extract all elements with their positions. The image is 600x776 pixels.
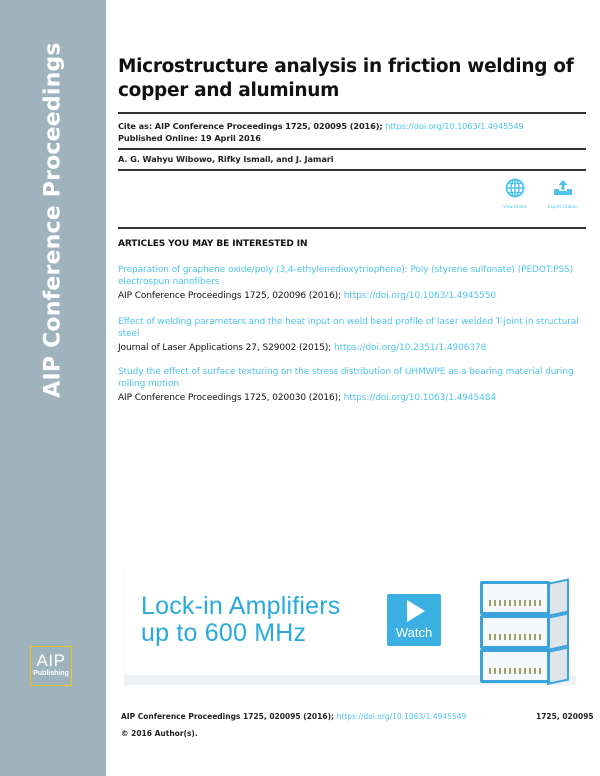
related-article (118, 264, 586, 302)
watch-label: Watch (395, 625, 433, 640)
divider (118, 112, 586, 114)
advertisement-banner[interactable] (124, 567, 576, 685)
device-side (547, 578, 569, 617)
related-article-title-link[interactable]: Study the effect of surface texturing on the stress distribution of UHMWPE as a bearing material during rolling motion (118, 367, 574, 389)
related-articles-heading: ARTICLES YOU MAY BE INTERESTED IN (118, 239, 308, 249)
related-article-title-link[interactable]: Effect of welding parameters and the heat input on weld bead profile of laser welded T-joint in structural steel (118, 317, 579, 339)
related-article-title-link[interactable]: Preparation of graphene oxide/poly (3,4-ethylenedioxytriophene): Poly (styrene sulfonate) (PEDOT:PSS) electrospun nanofibers (118, 265, 574, 287)
export-icon (552, 178, 574, 198)
divider (118, 169, 586, 171)
related-article (118, 316, 586, 354)
page-reference: 1725, 020095 (536, 712, 594, 721)
device-unit (480, 615, 550, 649)
ad-headline-line2: up to 600 MHz (141, 619, 307, 647)
amplifier-image (480, 575, 575, 685)
related-article-citation (118, 392, 586, 404)
device-unit (480, 581, 550, 615)
footer-citation (121, 712, 466, 721)
export-citation-button[interactable] (543, 178, 583, 209)
related-article-doi-link[interactable]: https://doi.org/10.2351/1.4906378 (333, 343, 487, 353)
cite-label: Cite as: AIP Conference Proceedings 1725, 020095 (2016); (118, 121, 386, 131)
journal-title: AIP Conference Proceedings (40, 42, 66, 398)
cite-doi-link[interactable]: https://doi.org/10.1063/1.4945549 (385, 121, 524, 131)
view-online-label: View Online (503, 204, 527, 209)
device-side (547, 646, 569, 685)
copyright: © 2016 Author(s). (121, 729, 198, 738)
play-icon (407, 600, 425, 622)
ad-headline-line1: Lock-in Amplifiers (141, 592, 341, 620)
citation-text: AIP Conference Proceedings 1725, 020096 (2016); (118, 291, 344, 301)
published-date: Published Online: 19 April 2016 (118, 133, 261, 143)
cite-line (118, 121, 524, 132)
divider (118, 227, 586, 229)
related-article-citation (118, 290, 586, 302)
related-article-doi-link[interactable]: https://doi.org/10.1063/1.4945550 (343, 291, 496, 301)
footer-doi-link[interactable]: https://doi.org/10.1063/1.4945549 (336, 712, 467, 721)
journal-sidebar (0, 0, 106, 776)
device-side (547, 612, 569, 651)
related-article-doi-link[interactable]: https://doi.org/10.1063/1.4945484 (343, 393, 496, 403)
aip-publishing-logo[interactable] (30, 646, 72, 686)
aip-logo-text: AIP (36, 651, 66, 670)
citation-text: AIP Conference Proceedings 1725, 020030 (2016); (118, 393, 344, 403)
ad-headline (141, 593, 341, 647)
divider (118, 148, 586, 150)
citation-text: Journal of Laser Applications 27, S29002 (2015); (118, 343, 334, 353)
watch-button[interactable] (387, 594, 441, 646)
related-article (118, 366, 586, 404)
export-citation-label: Export Citation (548, 204, 578, 209)
globe-icon (505, 178, 525, 198)
footer-citation-text: AIP Conference Proceedings 1725, 020095 (2016); (121, 712, 337, 721)
publishing-logo-text: Publishing (33, 670, 69, 677)
device-unit (480, 649, 550, 683)
authors: A. G. Wahyu Wibowo, Rifky Ismail, and J. Jamari (118, 154, 334, 164)
related-article-citation (118, 342, 586, 354)
article-title: Microstructure analysis in friction welding of copper and aluminum (118, 56, 574, 101)
view-online-button[interactable] (495, 178, 535, 209)
